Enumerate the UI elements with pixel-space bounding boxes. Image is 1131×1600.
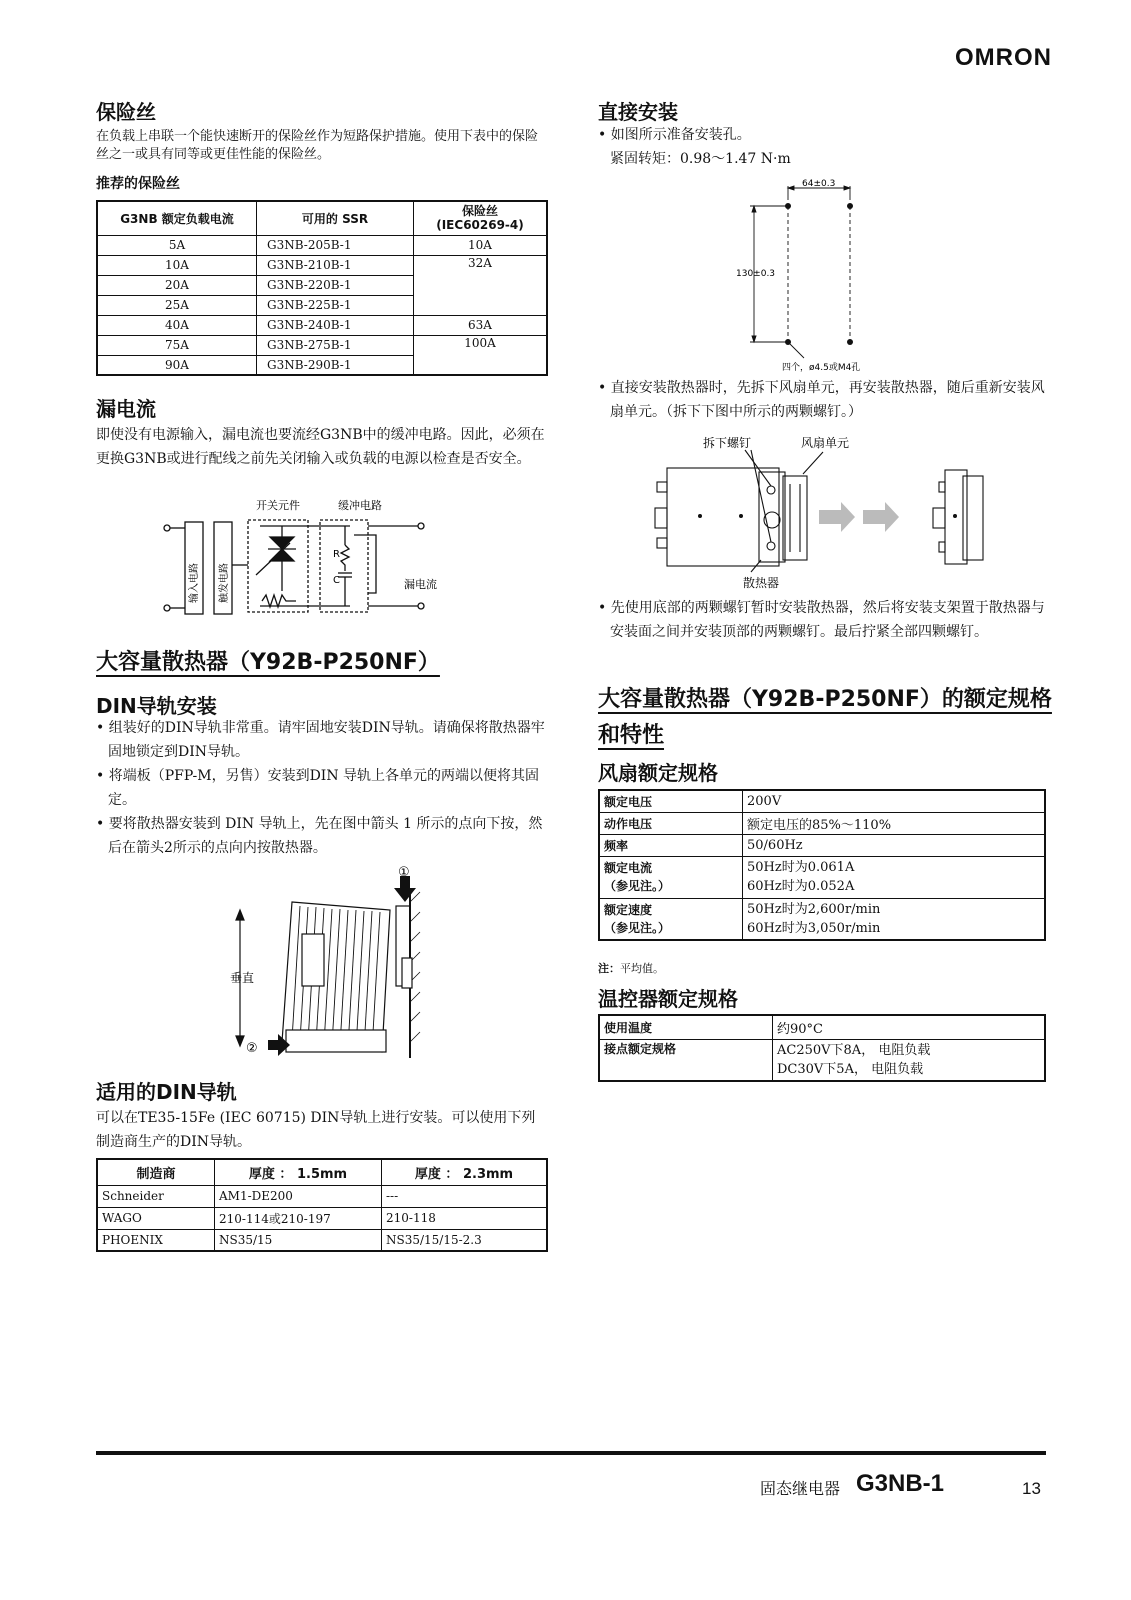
- label-switch: 开关元件: [256, 499, 300, 512]
- table-cell: G3NB-205B-1: [257, 235, 414, 255]
- fuse-header-ssr: 可用的 SSR: [257, 201, 414, 235]
- fan-note: 注：平均值。: [598, 962, 664, 975]
- direct-bullet-2-wrap: [598, 376, 1050, 424]
- label-vertical: 垂直: [230, 971, 255, 985]
- label-fan-unit: 风扇单元: [801, 436, 850, 450]
- footer-model: G3NB-1: [856, 1470, 945, 1497]
- label-input-circuit: 输入电路: [189, 563, 200, 603]
- fuse-table: [96, 200, 548, 376]
- label-snubber: 缓冲电路: [338, 499, 382, 512]
- table-cell: NS35/15/15-2.3: [382, 1229, 548, 1251]
- rail-header-maker: 制造商: [97, 1159, 215, 1185]
- table-cell: 32A: [414, 255, 548, 315]
- table-cell: PHOENIX: [97, 1229, 215, 1251]
- fan-rating-title: 风扇额定规格: [598, 761, 718, 785]
- din-bullet-2: • 将端板（PFP-M，另售）安装到DIN 导轨上各单元的两端以便将其固定。: [96, 768, 540, 808]
- fuse-header-current: G3NB 额定负载电流: [97, 201, 257, 235]
- table-cell: 10A: [97, 255, 257, 275]
- table-cell: 63A: [414, 315, 548, 335]
- label-c: C: [333, 575, 340, 586]
- table-cell: 动作电压: [599, 812, 743, 834]
- direct-bullet-1: • 如图所示准备安装孔。: [598, 127, 751, 143]
- omron-logo: OMRON: [955, 44, 1052, 71]
- label-hole-height: 130±0.3: [736, 269, 776, 279]
- rail-title: 适用的DIN导轨: [96, 1080, 237, 1104]
- direct-bullet-2: • 直接安装散热器时，先拆下风扇单元，再安装散热器，随后重新安装风扇单元。（拆下下图中所示的两颗螺钉。）: [598, 380, 1045, 420]
- table-cell: 约90°C: [773, 1015, 1046, 1039]
- din-mount-title: DIN导轨安装: [96, 694, 217, 718]
- fuse-title: 保险丝: [96, 100, 156, 124]
- fuse-table-title: 推荐的保险丝: [96, 176, 180, 192]
- table-cell: 10A: [414, 235, 548, 255]
- din-bullets: [96, 716, 548, 860]
- label-r: R: [333, 549, 340, 560]
- label-trigger-circuit: 触发电路: [219, 563, 230, 603]
- leakage-text: 即使没有电源输入，漏电流也要流经G3NB中的缓冲电路。因此，必须在更换G3NB或进行配线之前先关闭输入或负载的电源以检查是否安全。: [96, 427, 545, 467]
- table-cell: 210-118: [382, 1207, 548, 1229]
- table-cell: 50Hz时为2,600r/min 60Hz时为3,050r/min: [743, 898, 1046, 940]
- rail-header-15mm: 厚度 ： 1.5mm: [215, 1159, 382, 1185]
- direct-mount-title: 直接安装: [598, 100, 678, 124]
- table-cell: WAGO: [97, 1207, 215, 1229]
- table-cell: Schneider: [97, 1185, 215, 1207]
- table-cell: 20A: [97, 275, 257, 295]
- label-heatsink: 散热器: [743, 576, 780, 590]
- table-cell: 100A: [414, 335, 548, 375]
- rail-header-23mm: 厚度 ： 2.3mm: [382, 1159, 548, 1185]
- leakage-circuit-diagram: [150, 495, 450, 625]
- direct-bullet-3-wrap: [598, 596, 1050, 644]
- rail-text: 可以在TE35-15Fe (IEC 60715) DIN导轨上进行安装。可以使用下列制造商生产的DIN导轨。: [96, 1110, 536, 1150]
- table-cell: 额定电压的85%～110%: [743, 812, 1046, 834]
- table-cell: 50Hz时为0.061A 60Hz时为0.052A: [743, 856, 1046, 898]
- din-bullet-3: • 要将散热器安装到 DIN 导轨上，先在图中箭头 1 所示的点向下按，然后在箭头2所示的点向内按散热器。: [96, 816, 543, 856]
- table-cell: 额定速度 （参见注。）: [599, 898, 743, 940]
- footer-rule: [96, 1451, 1046, 1455]
- table-cell: ---: [382, 1185, 548, 1207]
- table-cell: G3NB-275B-1: [257, 335, 414, 355]
- table-cell: 75A: [97, 335, 257, 355]
- fuse-text: 在负载上串联一个能快速断开的保险丝作为短路保护措施。使用下表中的保险丝之一或具有同等或更佳性能的保险丝。: [96, 129, 539, 162]
- label-leakage-current: 漏电流: [404, 578, 437, 591]
- table-cell: 90A: [97, 355, 257, 375]
- arrow-2-label: ②: [246, 1041, 258, 1056]
- table-cell: G3NB-210B-1: [257, 255, 414, 275]
- table-cell: 40A: [97, 315, 257, 335]
- table-cell: AM1-DE200: [215, 1185, 382, 1207]
- torque-text: 紧固转矩：0.98～1.47 N·m: [610, 151, 791, 167]
- fan-rating-table: [598, 789, 1046, 941]
- table-cell: 25A: [97, 295, 257, 315]
- direct-bullet-3: • 先使用底部的两颗螺钉暂时安装散热器，然后将安装支架置于散热器与安装面之间并安装顶部的两颗螺钉。最后拧紧全部四颗螺钉。: [598, 600, 1045, 640]
- table-cell: AC250V下8A， 电阻负载 DC30V下5A， 电阻负载: [773, 1039, 1046, 1081]
- leakage-title: 漏电流: [96, 397, 156, 421]
- table-cell: 5A: [97, 235, 257, 255]
- mounting-holes-diagram: [736, 176, 900, 373]
- din-rail-mount-diagram: [220, 862, 450, 1062]
- rail-table: [96, 1158, 548, 1252]
- thermo-rating-title: 温控器额定规格: [598, 987, 738, 1011]
- table-cell: 使用温度: [599, 1015, 773, 1039]
- din-bullet-1: • 组装好的DIN导轨非常重。请牢固地安装DIN导轨。请确保将散热器牢固地锁定到DIN导轨。: [96, 720, 545, 760]
- table-cell: 50/60Hz: [743, 834, 1046, 856]
- table-cell: G3NB-290B-1: [257, 355, 414, 375]
- table-cell: 接点额定规格: [599, 1039, 773, 1081]
- ratings-title: 大容量散热器（Y92B-P250NF）的额定规格和特性: [598, 687, 1052, 748]
- table-cell: 额定电流 （参见注。）: [599, 856, 743, 898]
- thermo-rating-table: [598, 1014, 1046, 1082]
- arrow-1-label: ①: [398, 865, 410, 880]
- footer-product-type: 固态继电器: [760, 1479, 841, 1498]
- heatsink-title: 大容量散热器（Y92B-P250NF）: [96, 650, 440, 675]
- table-cell: G3NB-220B-1: [257, 275, 414, 295]
- table-cell: 频率: [599, 834, 743, 856]
- fan-removal-diagram: [655, 432, 1005, 592]
- page-number: 13: [1022, 1479, 1041, 1498]
- fuse-header-fuse: 保险丝 (IEC60269-4): [414, 201, 548, 235]
- table-cell: 额定电压: [599, 790, 743, 812]
- table-cell: 200V: [743, 790, 1046, 812]
- table-cell: NS35/15: [215, 1229, 382, 1251]
- label-remove-screws: 拆下螺钉: [703, 436, 752, 450]
- label-hole-width: 64±0.3: [802, 179, 836, 189]
- table-cell: G3NB-240B-1: [257, 315, 414, 335]
- table-cell: 210-114或210-197: [215, 1207, 382, 1229]
- table-cell: G3NB-225B-1: [257, 295, 414, 315]
- label-hole-note: 四个，ø4.5或M4孔: [782, 363, 861, 373]
